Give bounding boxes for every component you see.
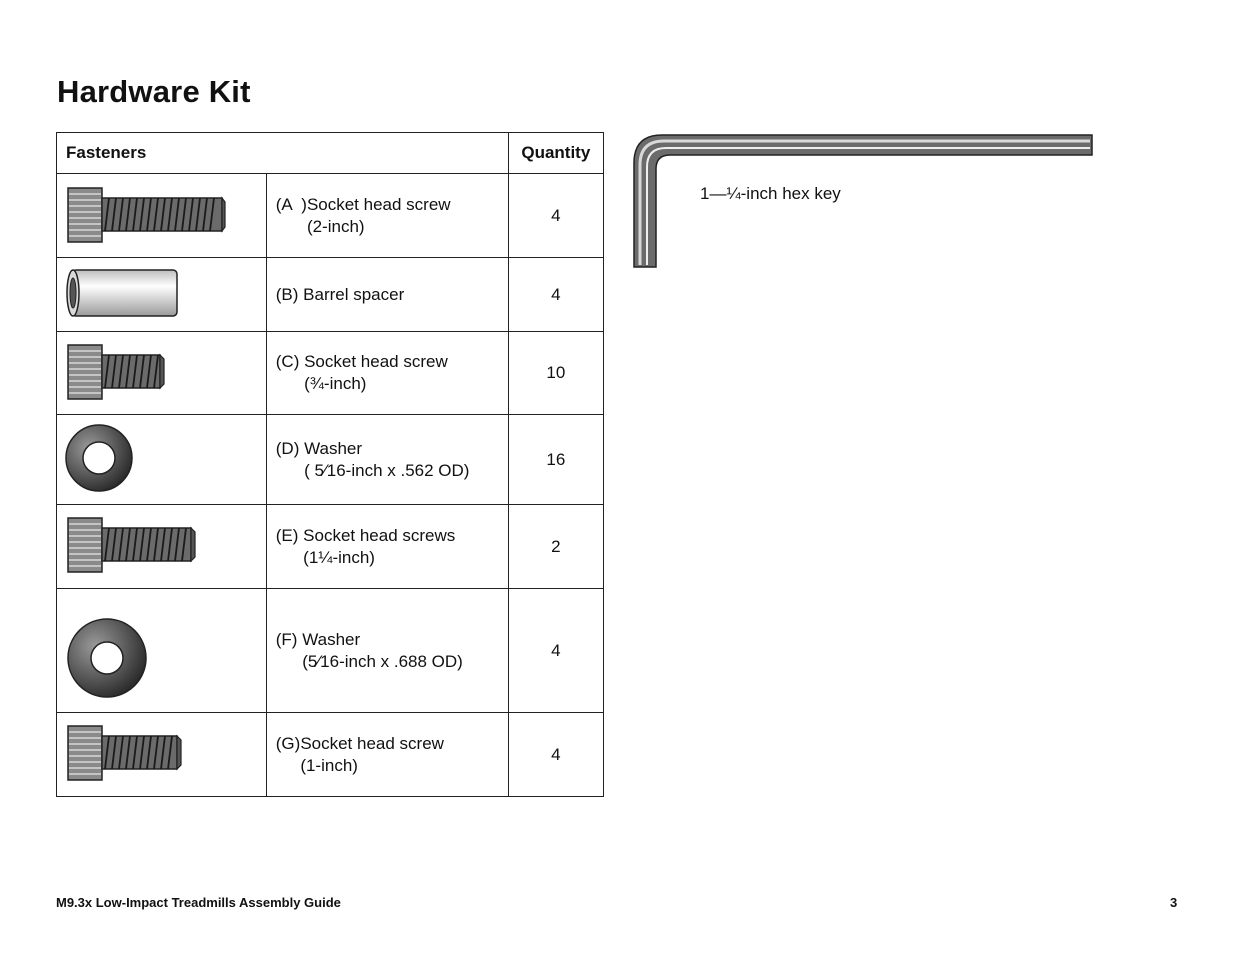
part-letter: (E)	[275, 525, 304, 545]
part-image-cell	[57, 258, 267, 332]
part-image-cell	[57, 415, 267, 505]
part-letter: (A )	[275, 194, 307, 214]
part-description-cell	[266, 589, 508, 713]
part-letter: (B)	[275, 284, 304, 304]
part-quantity: 4	[508, 713, 603, 797]
part-size: (1-inch)	[300, 755, 358, 775]
part-image-cell	[57, 505, 267, 589]
hardware-kit-table	[56, 132, 604, 797]
socket-screw-1in-icon	[57, 713, 265, 796]
part-image-cell	[57, 713, 267, 797]
part-image-cell	[57, 332, 267, 415]
part-size: (2-inch)	[306, 216, 365, 236]
part-letter: (F)	[275, 629, 303, 649]
fasteners-header: Fasteners	[57, 133, 509, 174]
part-size: ( 5⁄16-inch x .562 OD)	[304, 460, 470, 480]
part-name: Washer	[302, 629, 361, 649]
part-quantity: 4	[508, 258, 603, 332]
socket-screw-2in-icon	[57, 174, 265, 257]
part-size: (1¼-inch)	[303, 547, 375, 567]
part-name: Socket head screw	[306, 194, 451, 214]
table-row	[57, 589, 604, 713]
table-row	[57, 174, 604, 258]
part-letter: (C)	[275, 352, 305, 371]
part-description-cell	[266, 258, 508, 332]
part-name: Barrel spacer	[303, 284, 405, 304]
washer-small-icon	[57, 415, 265, 504]
table-row	[57, 415, 604, 505]
part-quantity: 10	[508, 332, 603, 415]
page-title: Hardware Kit	[57, 74, 251, 109]
socket-screw-1-1-4in-icon	[57, 505, 265, 588]
part-quantity: 4	[508, 589, 603, 713]
part-description-cell	[266, 505, 508, 589]
part-name: Socket head screw	[300, 733, 444, 753]
barrel-spacer-icon	[57, 258, 265, 331]
part-name: Socket head screws	[303, 525, 456, 545]
part-size: (¾-inch)	[304, 374, 367, 393]
part-letter: (D)	[275, 438, 305, 458]
table-row	[57, 332, 604, 415]
part-image-cell	[57, 174, 267, 258]
part-letter: (G)	[275, 733, 301, 753]
table-row	[57, 713, 604, 797]
quantity-header: Quantity	[508, 133, 603, 174]
hex-key-label: 1—¼-inch hex key	[700, 184, 841, 203]
page-number: 3	[1170, 895, 1178, 910]
part-quantity: 2	[508, 505, 603, 589]
part-quantity: 16	[508, 415, 603, 505]
socket-screw-3-4in-icon	[57, 332, 265, 414]
table-row	[57, 505, 604, 589]
part-description-cell	[266, 415, 508, 505]
part-quantity: 4	[508, 174, 603, 258]
part-image-cell	[57, 589, 267, 713]
part-name: Socket head screw	[304, 352, 448, 371]
part-description-cell	[266, 713, 508, 797]
table-row	[57, 258, 604, 332]
part-description-cell	[266, 174, 508, 258]
part-description-cell	[266, 332, 508, 415]
part-name: Washer	[304, 438, 363, 458]
table-header-row	[57, 133, 604, 174]
footer-title: M9.3x Low-Impact Treadmills Assembly Guide	[56, 895, 341, 910]
washer-large-icon	[57, 589, 265, 712]
part-size: (5⁄16-inch x .688 OD)	[302, 651, 463, 671]
